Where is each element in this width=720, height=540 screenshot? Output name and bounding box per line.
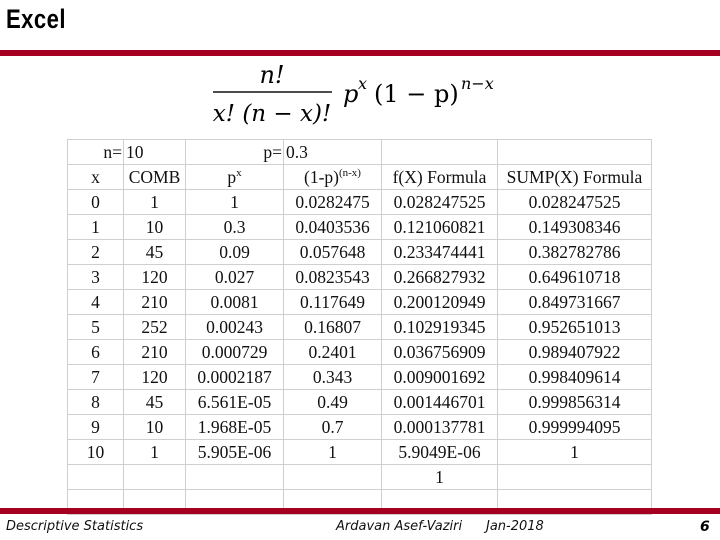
cell-px[interactable]: 0.00243 [186,315,284,340]
table-row [68,340,652,365]
empty-cell[interactable] [186,465,284,490]
cell-q[interactable]: 0.2401 [284,340,382,365]
cell-x[interactable]: 5 [68,315,124,340]
cell-q[interactable]: 0.0403536 [284,215,382,240]
binomial-spreadsheet [67,139,652,515]
slide-title: Excel [6,4,66,34]
cell-x[interactable]: 9 [68,415,124,440]
cell-fx[interactable]: 0.200120949 [382,290,498,315]
cell-sump[interactable]: 0.999994095 [498,415,652,440]
empty-cell[interactable] [124,465,186,490]
cell-fx[interactable]: 0.000137781 [382,415,498,440]
page-number: 6 [700,519,710,535]
n-value-cell[interactable]: 10 [124,140,186,165]
cell-sump[interactable]: 1 [498,440,652,465]
cell-x[interactable]: 8 [68,390,124,415]
cell-comb[interactable]: 120 [124,365,186,390]
formula-n-minus-x-exponent: n−x [461,74,494,93]
cell-px[interactable]: 5.905E-06 [186,440,284,465]
cell-x[interactable]: 0 [68,190,124,215]
cell-fx[interactable]: 0.001446701 [382,390,498,415]
table-row [68,390,652,415]
cell-fx[interactable]: 0.028247525 [382,190,498,215]
cell-q[interactable]: 0.0282475 [284,190,382,215]
cell-px[interactable]: 0.3 [186,215,284,240]
cell-sump[interactable]: 0.989407922 [498,340,652,365]
footer-date: Jan-2018 [486,519,544,534]
cell-comb[interactable]: 120 [124,265,186,290]
cell-q[interactable]: 0.0823543 [284,265,382,290]
table-row [68,415,652,440]
table-row [68,215,652,240]
cell-q[interactable]: 0.49 [284,390,382,415]
table-row [68,440,652,465]
empty-cell[interactable] [382,140,498,165]
params-row [68,140,652,165]
cell-q[interactable]: 0.343 [284,365,382,390]
empty-cell[interactable] [498,140,652,165]
cell-comb[interactable]: 45 [124,390,186,415]
header-px[interactable]: $p^x$ [186,165,284,190]
header-x[interactable]: x [68,165,124,190]
p-value-cell[interactable]: 0.3 [284,140,382,165]
cell-px[interactable]: 6.561E-05 [186,390,284,415]
empty-cell[interactable] [68,465,124,490]
cell-comb[interactable]: 252 [124,315,186,340]
cell-x[interactable]: 10 [68,440,124,465]
formula-x-exponent: x [358,74,368,93]
totals-row [68,465,652,490]
cell-fx[interactable]: 0.009001692 [382,365,498,390]
header-fx[interactable]: f(X) Formula [382,165,498,190]
table-row [68,365,652,390]
cell-px[interactable]: 0.027 [186,265,284,290]
cell-x[interactable]: 7 [68,365,124,390]
cell-q[interactable]: 0.7 [284,415,382,440]
cell-comb[interactable]: 210 [124,290,186,315]
cell-px[interactable]: 0.0002187 [186,365,284,390]
cell-px[interactable]: 1 [186,190,284,215]
header-row [68,165,652,190]
cell-x[interactable]: 1 [68,215,124,240]
fx-total-cell[interactable]: 1 [382,465,498,490]
table-row [68,315,652,340]
binomial-formula [208,56,518,130]
header-comb[interactable]: COMB [124,165,186,190]
cell-q[interactable]: 0.117649 [284,290,382,315]
cell-fx[interactable]: 0.036756909 [382,340,498,365]
footer-author: Ardavan Asef-Vaziri [336,519,463,534]
cell-px[interactable]: 0.09 [186,240,284,265]
cell-sump[interactable]: 0.952651013 [498,315,652,340]
formula-denominator: x! (n − x)! [212,101,332,127]
cell-comb[interactable]: 45 [124,240,186,265]
cell-comb[interactable]: 210 [124,340,186,365]
cell-comb[interactable]: 1 [124,440,186,465]
cell-sump[interactable]: 0.849731667 [498,290,652,315]
cell-q[interactable]: 0.057648 [284,240,382,265]
empty-cell[interactable] [498,465,652,490]
cell-fx[interactable]: 0.121060821 [382,215,498,240]
cell-comb[interactable]: 10 [124,415,186,440]
cell-fx[interactable]: 5.9049E-06 [382,440,498,465]
formula-p: p [343,80,359,108]
cell-fx[interactable]: 0.102919345 [382,315,498,340]
cell-x[interactable]: 3 [68,265,124,290]
cell-fx[interactable]: 0.266827932 [382,265,498,290]
footer-rule [0,508,720,514]
cell-sump[interactable]: 0.382782786 [498,240,652,265]
table-row [68,290,652,315]
cell-x[interactable]: 6 [68,340,124,365]
cell-comb[interactable]: 10 [124,215,186,240]
n-label-cell[interactable]: n= [68,140,124,165]
cell-px[interactable]: 0.0081 [186,290,284,315]
footer-course: Descriptive Statistics [6,519,144,534]
cell-sump[interactable]: 0.028247525 [498,190,652,215]
cell-fx[interactable]: 0.233474441 [382,240,498,265]
cell-sump[interactable]: 0.649610718 [498,265,652,290]
cell-q[interactable]: 0.16807 [284,315,382,340]
cell-sump[interactable]: 0.998409614 [498,365,652,390]
formula-one-minus-p: (1 − p) [374,80,459,108]
table-row [68,265,652,290]
cell-sump[interactable]: 0.149308346 [498,215,652,240]
p-label-cell[interactable]: p= [186,140,284,165]
cell-x[interactable]: 4 [68,290,124,315]
table-row [68,240,652,265]
header-one-minus-p[interactable]: $(1-p)^{(n-x)}$ [284,165,382,190]
empty-cell[interactable] [284,465,382,490]
formula-numerator: n! [259,61,285,89]
cell-comb[interactable]: 1 [124,190,186,215]
header-sump[interactable]: SUMP(X) Formula [498,165,652,190]
table-row [68,190,652,215]
cell-q[interactable]: 1 [284,440,382,465]
cell-x[interactable]: 2 [68,240,124,265]
cell-px[interactable]: 1.968E-05 [186,415,284,440]
cell-px[interactable]: 0.000729 [186,340,284,365]
cell-sump[interactable]: 0.999856314 [498,390,652,415]
